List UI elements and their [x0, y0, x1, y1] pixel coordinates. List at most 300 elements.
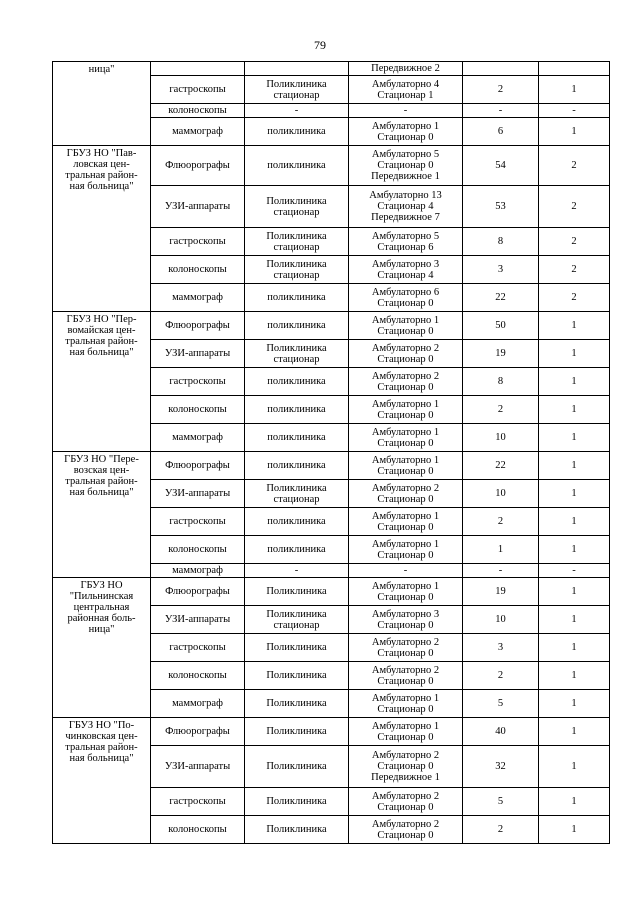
equipment-cell	[151, 256, 245, 284]
count-cell-line: 8	[497, 236, 504, 247]
location-cell	[245, 340, 349, 368]
organization-cell-line: ГБУЗ НО "Пер-	[66, 314, 137, 325]
count-cell	[463, 508, 539, 536]
count-cell	[463, 340, 539, 368]
equipment-cell-line: колоноскопы	[168, 670, 227, 681]
count-cell-line: 5	[497, 796, 504, 807]
value-cell-line: 1	[571, 614, 577, 625]
equipment-cell	[151, 104, 245, 118]
value-cell	[539, 340, 610, 368]
mode-cell	[349, 368, 463, 396]
location-cell-line: Поликлиника	[266, 482, 327, 494]
mode-cell-line: Стационар 6	[377, 241, 434, 253]
organization-cell-line: ная больница"	[69, 347, 134, 358]
organization-cell-line: вомайская цен-	[67, 325, 136, 336]
value-cell	[539, 606, 610, 634]
mode-cell	[349, 746, 463, 788]
mode-cell-line: Стационар 0	[377, 591, 434, 603]
count-cell-line: 53	[495, 201, 506, 212]
organization-cell	[53, 578, 151, 718]
mode-cell-line: Стационар 0	[377, 325, 434, 337]
table-row	[53, 718, 610, 746]
organization-cell-line: ная больница"	[69, 487, 134, 498]
mode-cell-line: Передвижное 2	[371, 63, 440, 74]
equipment-cell	[151, 634, 245, 662]
location-cell	[245, 564, 349, 578]
count-cell	[463, 118, 539, 146]
page-number: 79	[314, 38, 326, 52]
value-cell-line: 1	[571, 698, 577, 709]
mode-cell	[349, 62, 463, 76]
count-cell-line: 2	[497, 670, 504, 681]
mode-cell-line: Стационар 0	[377, 409, 434, 421]
mode-cell	[349, 424, 463, 452]
value-cell	[539, 508, 610, 536]
location-cell-line: Поликлиника	[266, 258, 327, 270]
table-row	[53, 62, 610, 76]
organization-cell-line: ГБУЗ НО "Пере-	[64, 454, 139, 465]
value-cell-line: 1	[571, 761, 577, 772]
table-row	[53, 312, 610, 340]
location-cell-line: Поликлиника	[266, 78, 327, 90]
count-cell-line: 5	[497, 698, 504, 709]
equipment-cell	[151, 312, 245, 340]
location-cell-line: Поликлиника	[266, 796, 327, 807]
location-cell	[245, 816, 349, 844]
equipment-cell-line: гастроскопы	[169, 84, 226, 95]
organization-cell-line: тральная район-	[65, 742, 138, 753]
mode-cell-line: Амбулаторно 1	[371, 398, 440, 410]
location-cell	[245, 256, 349, 284]
location-cell	[245, 718, 349, 746]
mode-cell	[349, 452, 463, 480]
value-cell-line: 1	[571, 488, 577, 499]
equipment-cell-line: колоноскопы	[168, 544, 227, 555]
equipment-cell	[151, 816, 245, 844]
mode-cell-line: Стационар 0	[377, 761, 434, 772]
location-cell	[245, 606, 349, 634]
mode-cell-line: Амбулаторно 2	[371, 664, 440, 676]
equipment-cell	[151, 118, 245, 146]
equipment-cell	[151, 396, 245, 424]
equipment-cell	[151, 690, 245, 718]
organization-cell-line: возская цен-	[73, 465, 130, 476]
organization-cell	[53, 146, 151, 312]
location-cell-line: Поликлиника	[266, 608, 327, 620]
mode-cell	[349, 578, 463, 606]
value-cell	[539, 578, 610, 606]
mode-cell-line: Стационар 0	[377, 731, 434, 743]
value-cell-line: 2	[571, 292, 577, 303]
location-cell-line: поликлиника	[267, 320, 326, 331]
count-cell	[463, 452, 539, 480]
organization-cell-line: ГБУЗ НО "Пав-	[66, 148, 137, 159]
location-cell-line: Поликлиника	[266, 642, 327, 653]
location-cell	[245, 424, 349, 452]
location-cell-line: поликлиника	[267, 292, 326, 303]
mode-cell	[349, 788, 463, 816]
count-cell	[463, 480, 539, 508]
count-cell	[463, 634, 539, 662]
equipment-cell	[151, 606, 245, 634]
count-cell	[463, 76, 539, 104]
location-cell-line: Поликлиника	[266, 761, 327, 772]
mode-cell-line: Амбулаторно 1	[371, 692, 440, 704]
organization-cell-line: тральная район-	[65, 476, 138, 487]
mode-cell	[349, 186, 463, 228]
count-cell-line: 6	[497, 126, 504, 137]
equipment-cell	[151, 76, 245, 104]
mode-cell-line: Стационар 0	[377, 160, 434, 171]
mode-cell	[349, 508, 463, 536]
count-cell-line: 40	[495, 726, 506, 737]
equipment-cell-line: маммограф	[172, 126, 223, 137]
equipment-cell-line: маммограф	[172, 565, 223, 576]
equipment-cell	[151, 578, 245, 606]
mode-cell	[349, 118, 463, 146]
value-cell	[539, 452, 610, 480]
organization-cell	[53, 62, 151, 146]
mode-cell-line: Амбулаторно 13	[369, 190, 442, 201]
location-cell	[245, 396, 349, 424]
equipment-table	[52, 61, 610, 844]
equipment-cell-line: гастроскопы	[169, 236, 226, 247]
equipment-cell	[151, 788, 245, 816]
value-cell	[539, 186, 610, 228]
location-cell	[245, 788, 349, 816]
equipment-cell	[151, 718, 245, 746]
mode-cell-line: Стационар 0	[377, 703, 434, 715]
value-cell-line: 1	[571, 516, 577, 527]
equipment-cell-line: гастроскопы	[169, 516, 226, 527]
count-cell-line: -	[498, 565, 503, 576]
mode-cell-line: Амбулаторно 2	[371, 482, 440, 494]
organization-cell	[53, 718, 151, 844]
value-cell	[539, 118, 610, 146]
location-cell-line: стационар	[273, 241, 320, 253]
mode-cell-line: Стационар 0	[377, 353, 434, 365]
value-cell-line: 1	[571, 796, 577, 807]
mode-cell	[349, 816, 463, 844]
count-cell	[463, 536, 539, 564]
count-cell	[463, 396, 539, 424]
mode-cell-line: Амбулаторно 2	[371, 342, 440, 354]
mode-cell-line: Стационар 0	[377, 465, 434, 477]
mode-cell-line: Стационар 0	[377, 521, 434, 533]
equipment-cell-line: гастроскопы	[169, 796, 226, 807]
value-cell	[539, 788, 610, 816]
mode-cell-line: Амбулаторно 2	[371, 370, 440, 382]
mode-cell-line: Амбулаторно 2	[371, 636, 440, 648]
count-cell-line: 22	[495, 460, 506, 471]
equipment-cell-line: Флюорографы	[165, 160, 230, 171]
value-cell-line: 1	[571, 586, 577, 597]
value-cell	[539, 662, 610, 690]
equipment-cell-line: Флюорографы	[165, 726, 230, 737]
equipment-cell	[151, 186, 245, 228]
count-cell	[463, 662, 539, 690]
value-cell-line: 1	[571, 432, 577, 443]
location-cell-line: стационар	[273, 353, 320, 365]
equipment-cell-line: УЗИ-аппараты	[164, 761, 231, 772]
mode-cell	[349, 480, 463, 508]
location-cell-line: стационар	[273, 269, 320, 281]
location-cell-line: Поликлиника	[266, 824, 327, 835]
mode-cell	[349, 564, 463, 578]
value-cell-line: 1	[571, 126, 577, 137]
location-cell	[245, 578, 349, 606]
value-cell	[539, 424, 610, 452]
equipment-cell-line: гастроскопы	[169, 642, 226, 653]
value-cell	[539, 396, 610, 424]
count-cell-line: -	[498, 105, 503, 116]
location-cell	[245, 536, 349, 564]
mode-cell	[349, 718, 463, 746]
equipment-cell-line: маммограф	[172, 432, 223, 443]
mode-cell	[349, 690, 463, 718]
location-cell	[245, 104, 349, 118]
location-cell	[245, 746, 349, 788]
equipment-cell	[151, 62, 245, 76]
location-cell	[245, 186, 349, 228]
mode-cell-line: Амбулаторно 3	[371, 258, 440, 270]
mode-cell-line: Амбулаторно 2	[371, 790, 440, 802]
organization-cell-line: чинковская цен-	[65, 731, 138, 742]
count-cell	[463, 606, 539, 634]
mode-cell-line: Амбулаторно 1	[371, 454, 440, 466]
mode-cell	[349, 634, 463, 662]
location-cell-line: Поликлиника	[266, 195, 327, 207]
equipment-table-body	[53, 62, 610, 844]
organization-cell-line: ная больница"	[69, 753, 134, 764]
table-row	[53, 452, 610, 480]
count-cell-line: 10	[495, 488, 506, 499]
equipment-cell	[151, 564, 245, 578]
mode-cell-line: Стационар 4	[377, 269, 434, 281]
mode-cell-line: Амбулаторно 1	[371, 426, 440, 438]
mode-cell	[349, 228, 463, 256]
count-cell	[463, 788, 539, 816]
value-cell-line: 1	[571, 460, 577, 471]
count-cell	[463, 104, 539, 118]
mode-cell-line: Амбулаторно 1	[371, 120, 440, 132]
value-cell	[539, 76, 610, 104]
value-cell-line: -	[572, 565, 576, 576]
location-cell-line: стационар	[273, 206, 320, 218]
mode-cell-line: Стационар 0	[377, 829, 434, 841]
location-cell	[245, 452, 349, 480]
count-cell-line: 10	[495, 614, 506, 625]
value-cell-line: 1	[571, 670, 577, 681]
mode-cell-line: Стационар 0	[377, 549, 434, 561]
location-cell-line: поликлиника	[267, 460, 326, 471]
organization-cell-line: тральная район-	[65, 336, 138, 347]
equipment-cell-line: УЗИ-аппараты	[164, 488, 231, 499]
equipment-cell-line: колоноскопы	[168, 264, 227, 275]
count-cell	[463, 690, 539, 718]
organization-cell-line: ница"	[88, 624, 115, 635]
count-cell	[463, 564, 539, 578]
count-cell	[463, 424, 539, 452]
equipment-cell	[151, 536, 245, 564]
value-cell-line: 2	[571, 201, 577, 212]
value-cell	[539, 480, 610, 508]
mode-cell	[349, 146, 463, 186]
value-cell	[539, 104, 610, 118]
location-cell-line: Поликлиника	[266, 698, 327, 709]
organization-cell-line: тральная район-	[65, 170, 138, 181]
location-cell	[245, 118, 349, 146]
value-cell-line: 1	[571, 824, 577, 835]
value-cell	[539, 146, 610, 186]
organization-cell-line: центральная	[73, 602, 130, 613]
location-cell	[245, 76, 349, 104]
count-cell-line: 2	[497, 404, 504, 415]
count-cell-line: 2	[497, 84, 504, 95]
count-cell-line: 2	[497, 824, 504, 835]
count-cell-line: 50	[495, 320, 506, 331]
location-cell	[245, 146, 349, 186]
count-cell	[463, 284, 539, 312]
equipment-cell	[151, 424, 245, 452]
location-cell-line: -	[294, 105, 299, 116]
count-cell-line: 19	[495, 348, 506, 359]
location-cell-line: поликлиника	[267, 516, 326, 527]
value-cell	[539, 284, 610, 312]
location-cell-line: Поликлиника	[266, 586, 327, 597]
location-cell-line: стационар	[273, 89, 320, 101]
equipment-cell	[151, 508, 245, 536]
value-cell	[539, 718, 610, 746]
mode-cell	[349, 256, 463, 284]
mode-cell-line: Стационар 0	[377, 493, 434, 505]
count-cell-line: 19	[495, 586, 506, 597]
organization-cell-line: ница"	[88, 64, 115, 75]
location-cell-line: поликлиника	[267, 160, 326, 171]
location-cell-line: поликлиника	[267, 404, 326, 415]
count-cell	[463, 62, 539, 76]
count-cell-line: 3	[497, 642, 504, 653]
value-cell-line: 1	[571, 320, 577, 331]
value-cell-line: 1	[571, 642, 577, 653]
count-cell-line: 1	[497, 544, 504, 555]
table-row	[53, 578, 610, 606]
value-cell-line: -	[572, 105, 576, 116]
mode-cell-line: Амбулаторно 5	[371, 149, 440, 160]
mode-cell-line: Амбулаторно 3	[371, 608, 440, 620]
equipment-cell	[151, 452, 245, 480]
count-cell-line: 54	[495, 160, 506, 171]
equipment-cell	[151, 146, 245, 186]
count-cell	[463, 312, 539, 340]
mode-cell-line: Стационар 0	[377, 437, 434, 449]
equipment-cell-line: Флюорографы	[165, 586, 230, 597]
mode-cell-line: Передвижное 7	[371, 212, 440, 223]
equipment-cell-line: маммограф	[172, 698, 223, 709]
location-cell-line: Поликлиника	[266, 342, 327, 354]
count-cell	[463, 256, 539, 284]
mode-cell-line: Амбулаторно 1	[371, 314, 440, 326]
mode-cell-line: -	[403, 565, 408, 576]
equipment-cell-line: Флюорографы	[165, 320, 230, 331]
count-cell-line: 3	[497, 264, 504, 275]
mode-cell	[349, 284, 463, 312]
mode-cell-line: Амбулаторно 2	[371, 818, 440, 830]
organization-cell-line: ная больница"	[69, 181, 134, 192]
mode-cell-line: Амбулаторно 1	[371, 538, 440, 550]
organization-cell-line: ГБУЗ НО "По-	[68, 720, 135, 731]
location-cell-line: Поликлиника	[266, 230, 327, 242]
count-cell	[463, 368, 539, 396]
value-cell	[539, 368, 610, 396]
mode-cell-line: Амбулаторно 1	[371, 720, 440, 732]
location-cell	[245, 662, 349, 690]
location-cell	[245, 508, 349, 536]
count-cell	[463, 146, 539, 186]
equipment-cell-line: УЗИ-аппараты	[164, 614, 231, 625]
location-cell-line: -	[294, 565, 299, 576]
mode-cell-line: Стационар 0	[377, 619, 434, 631]
equipment-cell-line: УЗИ-аппараты	[164, 348, 231, 359]
equipment-cell	[151, 368, 245, 396]
equipment-cell-line: УЗИ-аппараты	[164, 201, 231, 212]
equipment-cell	[151, 228, 245, 256]
value-cell-line: 1	[571, 376, 577, 387]
location-cell	[245, 62, 349, 76]
count-cell-line: 32	[495, 761, 506, 772]
equipment-cell	[151, 284, 245, 312]
location-cell-line: Поликлиника	[266, 670, 327, 681]
location-cell	[245, 312, 349, 340]
count-cell-line: 2	[497, 516, 504, 527]
location-cell	[245, 480, 349, 508]
equipment-cell-line: колоноскопы	[168, 105, 227, 116]
value-cell	[539, 256, 610, 284]
mode-cell-line: Стационар 1	[377, 89, 434, 101]
equipment-cell-line: колоноскопы	[168, 404, 227, 415]
location-cell	[245, 368, 349, 396]
equipment-cell-line: Флюорографы	[165, 460, 230, 471]
mode-cell	[349, 76, 463, 104]
value-cell-line: 2	[571, 160, 577, 171]
mode-cell-line: Стационар 0	[377, 801, 434, 813]
count-cell	[463, 816, 539, 844]
value-cell	[539, 312, 610, 340]
value-cell	[539, 536, 610, 564]
mode-cell	[349, 312, 463, 340]
mode-cell-line: Амбулаторно 1	[371, 580, 440, 592]
mode-cell-line: Стационар 4	[377, 201, 434, 212]
value-cell	[539, 228, 610, 256]
count-cell	[463, 186, 539, 228]
value-cell-line: 2	[571, 236, 577, 247]
organization-cell	[53, 312, 151, 452]
equipment-cell	[151, 746, 245, 788]
mode-cell-line: Амбулаторно 4	[371, 78, 440, 90]
equipment-cell	[151, 480, 245, 508]
value-cell	[539, 564, 610, 578]
count-cell-line: 22	[495, 292, 506, 303]
mode-cell-line: Стационар 0	[377, 647, 434, 659]
mode-cell	[349, 662, 463, 690]
mode-cell	[349, 340, 463, 368]
value-cell-line: 1	[571, 726, 577, 737]
equipment-cell	[151, 340, 245, 368]
location-cell-line: стационар	[273, 619, 320, 631]
equipment-cell	[151, 662, 245, 690]
value-cell	[539, 690, 610, 718]
value-cell-line: 1	[571, 404, 577, 415]
